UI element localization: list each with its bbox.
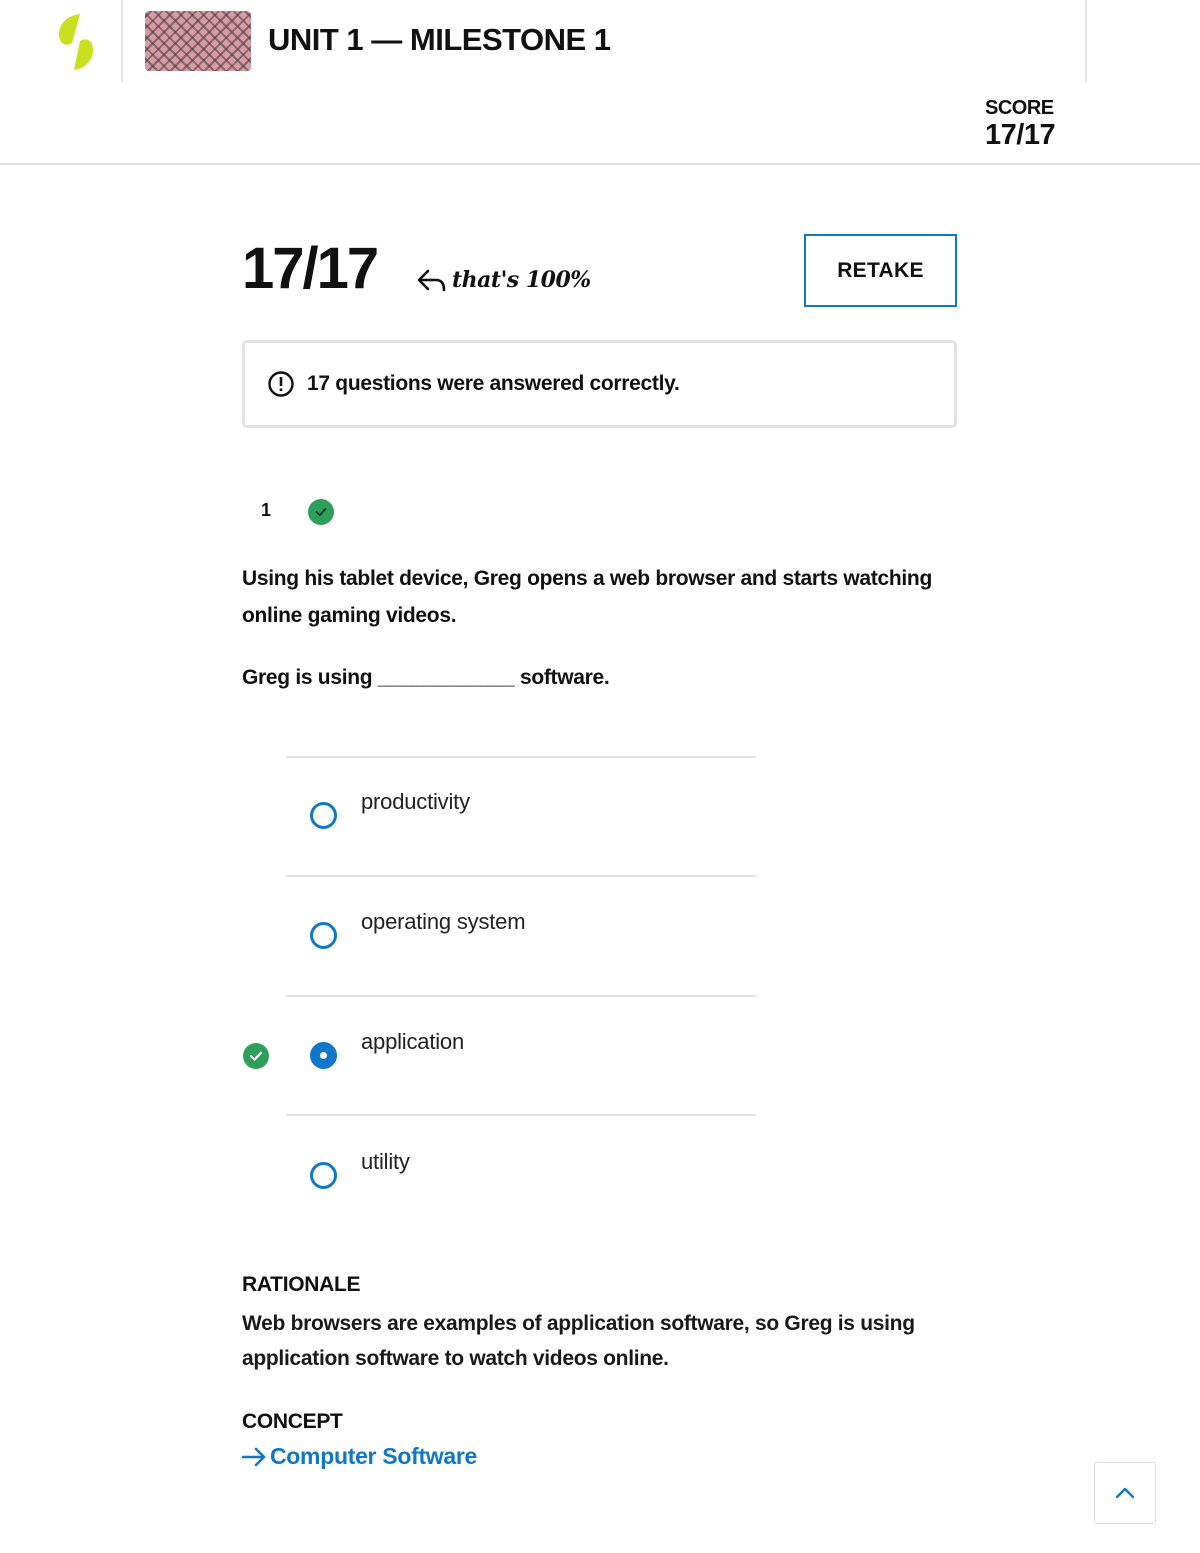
top-bar [0, 0, 1200, 165]
score-label: SCORE [985, 97, 1054, 119]
option-label[interactable]: operating system [361, 909, 526, 934]
option-label[interactable]: application [361, 1029, 464, 1054]
chevron-up-icon [1113, 1485, 1137, 1501]
result-info-box [242, 340, 957, 428]
option-radio-operating-system[interactable] [310, 922, 337, 949]
score-note-text: that's 100% [452, 267, 591, 293]
option-divider [286, 756, 756, 758]
logo-icon[interactable] [50, 12, 102, 72]
score-note [414, 266, 591, 294]
stem-before: Greg is using [242, 666, 373, 689]
result-score: 17/17 [242, 236, 378, 301]
option-label[interactable]: utility [361, 1149, 410, 1174]
option-radio-application[interactable] [310, 1042, 337, 1069]
option-radio-utility[interactable] [310, 1162, 337, 1189]
header-divider [121, 0, 123, 82]
unit-thumbnail [145, 11, 251, 71]
info-icon [267, 370, 295, 398]
option-divider [286, 1114, 756, 1116]
stem-blank: ____________ [377, 666, 515, 689]
question-stem [242, 666, 609, 690]
option-radio-productivity[interactable] [310, 802, 337, 829]
question-prompt: Using his tablet device, Greg opens a web browser and starts watching online gaming videos. [242, 567, 932, 627]
arrow-right-icon [240, 1445, 268, 1469]
option-label[interactable]: productivity [361, 789, 470, 814]
page-title: UNIT 1 — MILESTONE 1 [268, 22, 611, 57]
concept-link[interactable] [240, 1443, 477, 1470]
info-message: 17 questions were answered correctly. [307, 372, 680, 395]
concept-heading: CONCEPT [242, 1410, 343, 1433]
concept-link-label: Computer Software [270, 1443, 478, 1469]
check-circle-icon [307, 498, 335, 526]
check-circle-icon [242, 1042, 270, 1070]
rationale-text: Web browsers are examples of application software, so Greg is using application software to watch videos online. [242, 1312, 915, 1370]
stem-after: software. [519, 666, 610, 689]
option-divider [286, 995, 756, 997]
header-divider [1085, 0, 1087, 82]
retake-button[interactable]: RETAKE [804, 234, 957, 307]
option-divider [286, 875, 756, 877]
scroll-to-top-button[interactable] [1094, 1462, 1156, 1524]
rationale-heading: RATIONALE [242, 1273, 361, 1296]
back-arrow-icon [414, 266, 448, 294]
question-number: 1 [261, 500, 272, 520]
score-value: 17/17 [985, 119, 1056, 151]
